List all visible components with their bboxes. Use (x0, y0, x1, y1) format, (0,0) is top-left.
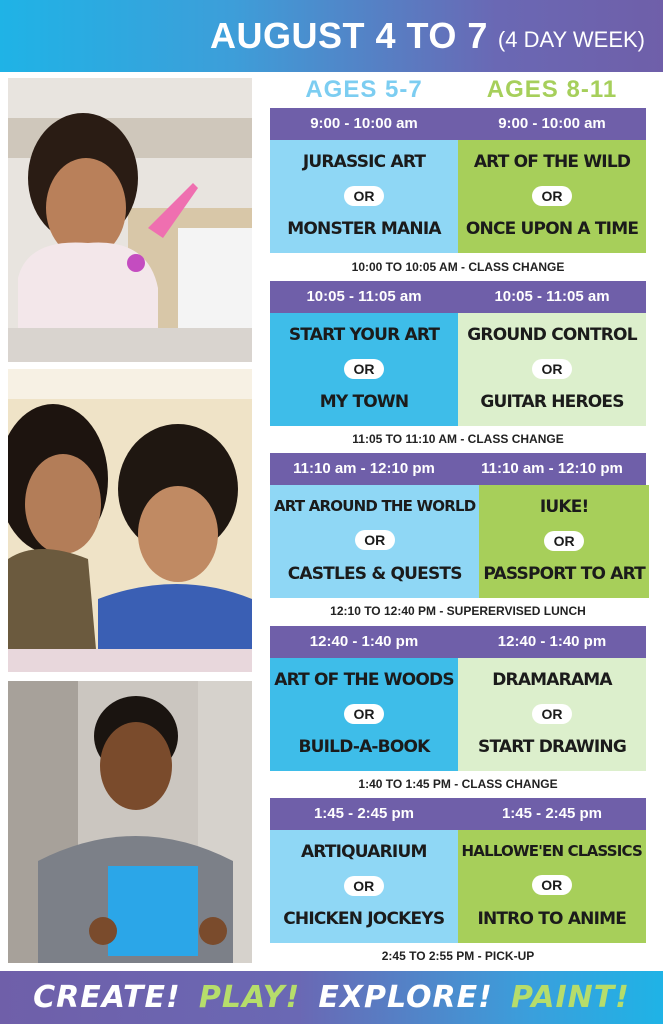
or-badge: OR (344, 704, 384, 724)
photo-girl-cutting-paper (8, 78, 252, 362)
course-row (270, 658, 646, 771)
time-row (270, 798, 646, 830)
photo-two-girls (8, 369, 252, 672)
time-ages-8-11: 9:00 - 10:00 am (498, 115, 606, 132)
course-cell-ages-5-7 (270, 313, 458, 426)
course-row (270, 140, 646, 253)
course-cell-ages-8-11 (458, 313, 646, 426)
schedule-block (270, 798, 646, 943)
or-badge: OR (532, 875, 572, 895)
course-cell-ages-5-7 (270, 140, 458, 253)
course-option: ONCE UPON A TIME (465, 219, 639, 239)
break-note: 1:40 TO 1:45 PM - CLASS CHANGE (358, 777, 558, 791)
course-option: INTRO TO ANIME (477, 909, 627, 929)
course-option: BUILD-A-BOOK (298, 737, 430, 757)
time-ages-8-11: 11:10 am - 12:10 pm (481, 460, 623, 477)
time-row (270, 626, 646, 658)
or-badge: OR (532, 359, 572, 379)
course-option: ART OF THE WOODS (274, 670, 454, 690)
column-header-ages-5-7: AGES 5-7 (305, 76, 423, 103)
time-ages-5-7: 12:40 - 1:40 pm (309, 633, 419, 650)
footer-word-paint: PAINT! (511, 980, 630, 1015)
footer-word-explore: EXPLORE! (318, 980, 493, 1015)
course-cell-ages-8-11 (458, 140, 646, 253)
schedule-block (270, 108, 646, 253)
or-badge: OR (532, 704, 572, 724)
time-ages-5-7: 10:05 - 11:05 am (306, 288, 422, 305)
schedule-block (270, 453, 646, 598)
page-subtitle: (4 DAY WEEK) (497, 27, 645, 52)
course-option: ARTIQUARIUM (300, 842, 427, 862)
course-cell-ages-8-11 (458, 658, 646, 771)
time-ages-8-11: 12:40 - 1:40 pm (497, 633, 607, 650)
time-ages-8-11: 10:05 - 11:05 am (494, 288, 610, 305)
course-option: HALLOWE'EN CLASSICS (461, 842, 642, 860)
time-ages-5-7: 9:00 - 10:00 am (310, 115, 418, 132)
course-option: ART OF THE WILD (473, 152, 631, 172)
course-cell-ages-5-7 (270, 830, 458, 943)
photo-boy-with-book (8, 681, 252, 963)
or-badge: OR (544, 531, 584, 551)
page-title: AUGUST 4 TO 7 (210, 15, 488, 56)
time-ages-8-11: 1:45 - 2:45 pm (501, 805, 603, 822)
course-cell-ages-5-7 (270, 485, 479, 598)
time-row (270, 453, 646, 485)
course-row (270, 313, 646, 426)
or-badge: OR (344, 359, 384, 379)
course-option: MONSTER MANIA (287, 219, 441, 239)
course-row (270, 485, 646, 598)
footer-word-create: CREATE! (33, 980, 181, 1015)
course-option: PASSPORT TO ART (483, 564, 645, 584)
break-note: 12:10 TO 12:40 PM - SUPERERVISED LUNCH (330, 604, 586, 618)
course-option: CHICKEN JOCKEYS (283, 909, 445, 929)
course-cell-ages-8-11 (458, 830, 646, 943)
course-option: START DRAWING (478, 737, 626, 757)
column-header-ages-8-11: AGES 8-11 (486, 76, 618, 103)
course-option: START YOUR ART (288, 325, 440, 345)
footer-word-play: PLAY! (198, 980, 301, 1015)
break-note: 2:45 TO 2:55 PM - PICK-UP (381, 949, 535, 963)
course-option: GUITAR HEROES (480, 392, 624, 412)
course-option: GROUND CONTROL (467, 325, 637, 345)
course-row (270, 830, 646, 943)
course-option: MY TOWN (319, 392, 409, 412)
schedule-block (270, 281, 646, 426)
course-cell-ages-5-7 (270, 658, 458, 771)
schedule-block (270, 626, 646, 771)
break-note: 10:00 TO 10:05 AM - CLASS CHANGE (351, 260, 565, 274)
time-row (270, 281, 646, 313)
course-option: CASTLES & QUESTS (287, 564, 462, 584)
or-badge: OR (355, 530, 395, 550)
course-cell-ages-8-11 (479, 485, 649, 598)
time-ages-5-7: 1:45 - 2:45 pm (313, 805, 415, 822)
course-option: ART AROUND THE WORLD (274, 497, 476, 515)
time-row (270, 108, 646, 140)
break-note: 11:05 TO 11:10 AM - CLASS CHANGE (352, 432, 564, 446)
course-option: JURASSIC ART (302, 152, 426, 172)
or-badge: OR (532, 186, 572, 206)
or-badge: OR (344, 876, 384, 896)
time-ages-5-7: 11:10 am - 12:10 pm (293, 460, 435, 477)
footer-banner (0, 971, 663, 1024)
or-badge: OR (344, 186, 384, 206)
course-option: IUKE! (539, 497, 589, 517)
course-option: DRAMARAMA (492, 670, 612, 690)
page-header (0, 0, 663, 72)
